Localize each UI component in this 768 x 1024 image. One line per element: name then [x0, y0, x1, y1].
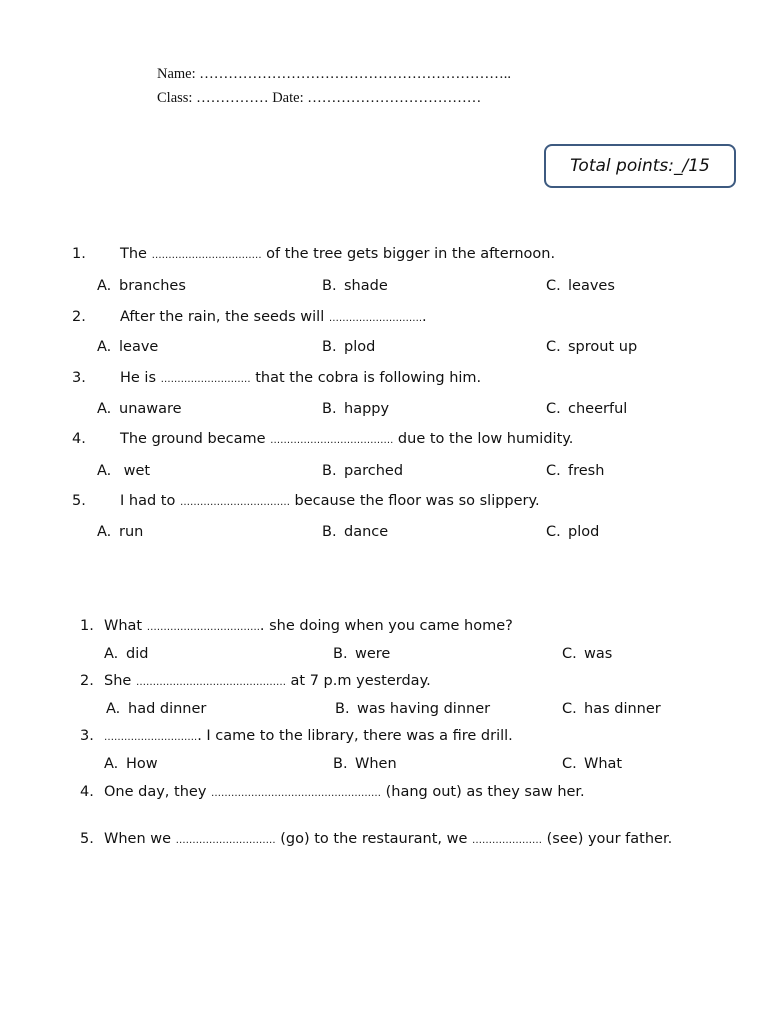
question-4	[80, 784, 94, 800]
question-number: 3.	[72, 370, 86, 386]
option-a[interactable]: A. branches	[97, 278, 186, 294]
option-a[interactable]: A. How	[104, 756, 158, 772]
question-3-text: ……………………….. I came to the library, there was a fire drill.	[104, 728, 513, 744]
option-a[interactable]: A. leave	[97, 339, 159, 355]
option-c[interactable]: C. leaves	[546, 278, 615, 294]
answer-blank[interactable]: …………………………	[175, 835, 276, 846]
option-a[interactable]: A. wet	[97, 463, 151, 479]
name-field: Name: ………………………………………………………..	[157, 66, 512, 82]
question-3	[80, 728, 94, 744]
question-5-text: I had to …………………………… because the floor was so slippery.	[120, 493, 540, 509]
question-2-text: After the rain, the seeds will ………………………..	[120, 309, 427, 325]
answer-blank[interactable]: …………………………….	[146, 622, 260, 633]
option-c[interactable]: C. fresh	[546, 463, 605, 479]
option-c[interactable]: C. sprout up	[546, 339, 638, 355]
option-c[interactable]: C. has dinner	[562, 701, 661, 717]
question-1	[72, 246, 86, 262]
option-b[interactable]: B. were	[333, 646, 391, 662]
question-1-text: What …………………………….. she doing when you came home?	[104, 618, 513, 634]
question-2-text: She ……………………………………… at 7 p.m yesterday.	[104, 673, 431, 689]
option-b[interactable]: B. plod	[322, 339, 376, 355]
option-b[interactable]: B. was having dinner	[335, 701, 491, 717]
option-c[interactable]: C. What	[562, 756, 623, 772]
total-points-text: Total points:_/15	[570, 156, 710, 176]
question-5	[72, 493, 86, 509]
answer-blank[interactable]: ……………………….	[328, 313, 423, 324]
question-4-text: The ground became ………………………………. due to the low humidity.	[120, 431, 574, 447]
question-number: 2.	[72, 309, 86, 325]
question-number: 4.	[72, 431, 86, 447]
answer-blank[interactable]: …………………	[472, 835, 543, 846]
question-number: 1.	[72, 246, 86, 262]
question-1-text: The …………………………… of the tree gets bigger in the afternoon.	[120, 246, 556, 262]
question-2	[80, 673, 94, 689]
question-number: 3.	[80, 728, 94, 744]
option-b[interactable]: B. parched	[322, 463, 404, 479]
question-number: 2.	[80, 673, 94, 689]
question-number: 5.	[72, 493, 86, 509]
question-number: 1.	[80, 618, 94, 634]
answer-blank[interactable]: ………………………	[160, 374, 251, 385]
answer-blank[interactable]: ……………………….	[104, 732, 198, 743]
question-2	[72, 309, 86, 325]
answer-blank[interactable]: ………………………………………	[135, 677, 286, 688]
option-c[interactable]: C. cheerful	[546, 401, 628, 417]
question-number: 4.	[80, 784, 94, 800]
question-number: 5.	[80, 831, 94, 847]
option-a[interactable]: A. did	[104, 646, 149, 662]
option-b[interactable]: B. dance	[322, 524, 389, 540]
option-b[interactable]: B. shade	[322, 278, 388, 294]
option-a[interactable]: A. had dinner	[106, 701, 207, 717]
question-4	[72, 431, 86, 447]
option-a[interactable]: A. run	[97, 524, 144, 540]
question-4-text: One day, they …………………………………………… (hang out) as they saw her.	[104, 784, 585, 800]
option-a[interactable]: A. unaware	[97, 401, 182, 417]
option-b[interactable]: B. happy	[322, 401, 390, 417]
question-3	[72, 370, 86, 386]
class-date-field: Class: …………… Date: ………………………………	[157, 90, 482, 106]
question-1	[80, 618, 94, 634]
answer-blank[interactable]: ……………………………	[179, 497, 290, 508]
option-b[interactable]: B. When	[333, 756, 397, 772]
answer-blank[interactable]: ……………………………….	[270, 435, 394, 446]
total-points-box	[544, 144, 736, 188]
option-c[interactable]: C. plod	[546, 524, 600, 540]
answer-blank[interactable]: ……………………………………………	[211, 788, 382, 799]
question-5-text: When we ………………………… (go) to the restaurant, we ………………… (see) your father.	[104, 831, 673, 847]
question-5	[80, 831, 94, 847]
answer-blank[interactable]: ……………………………	[151, 250, 262, 261]
question-3-text: He is ……………………… that the cobra is following him.	[120, 370, 482, 386]
option-c[interactable]: C. was	[562, 646, 613, 662]
